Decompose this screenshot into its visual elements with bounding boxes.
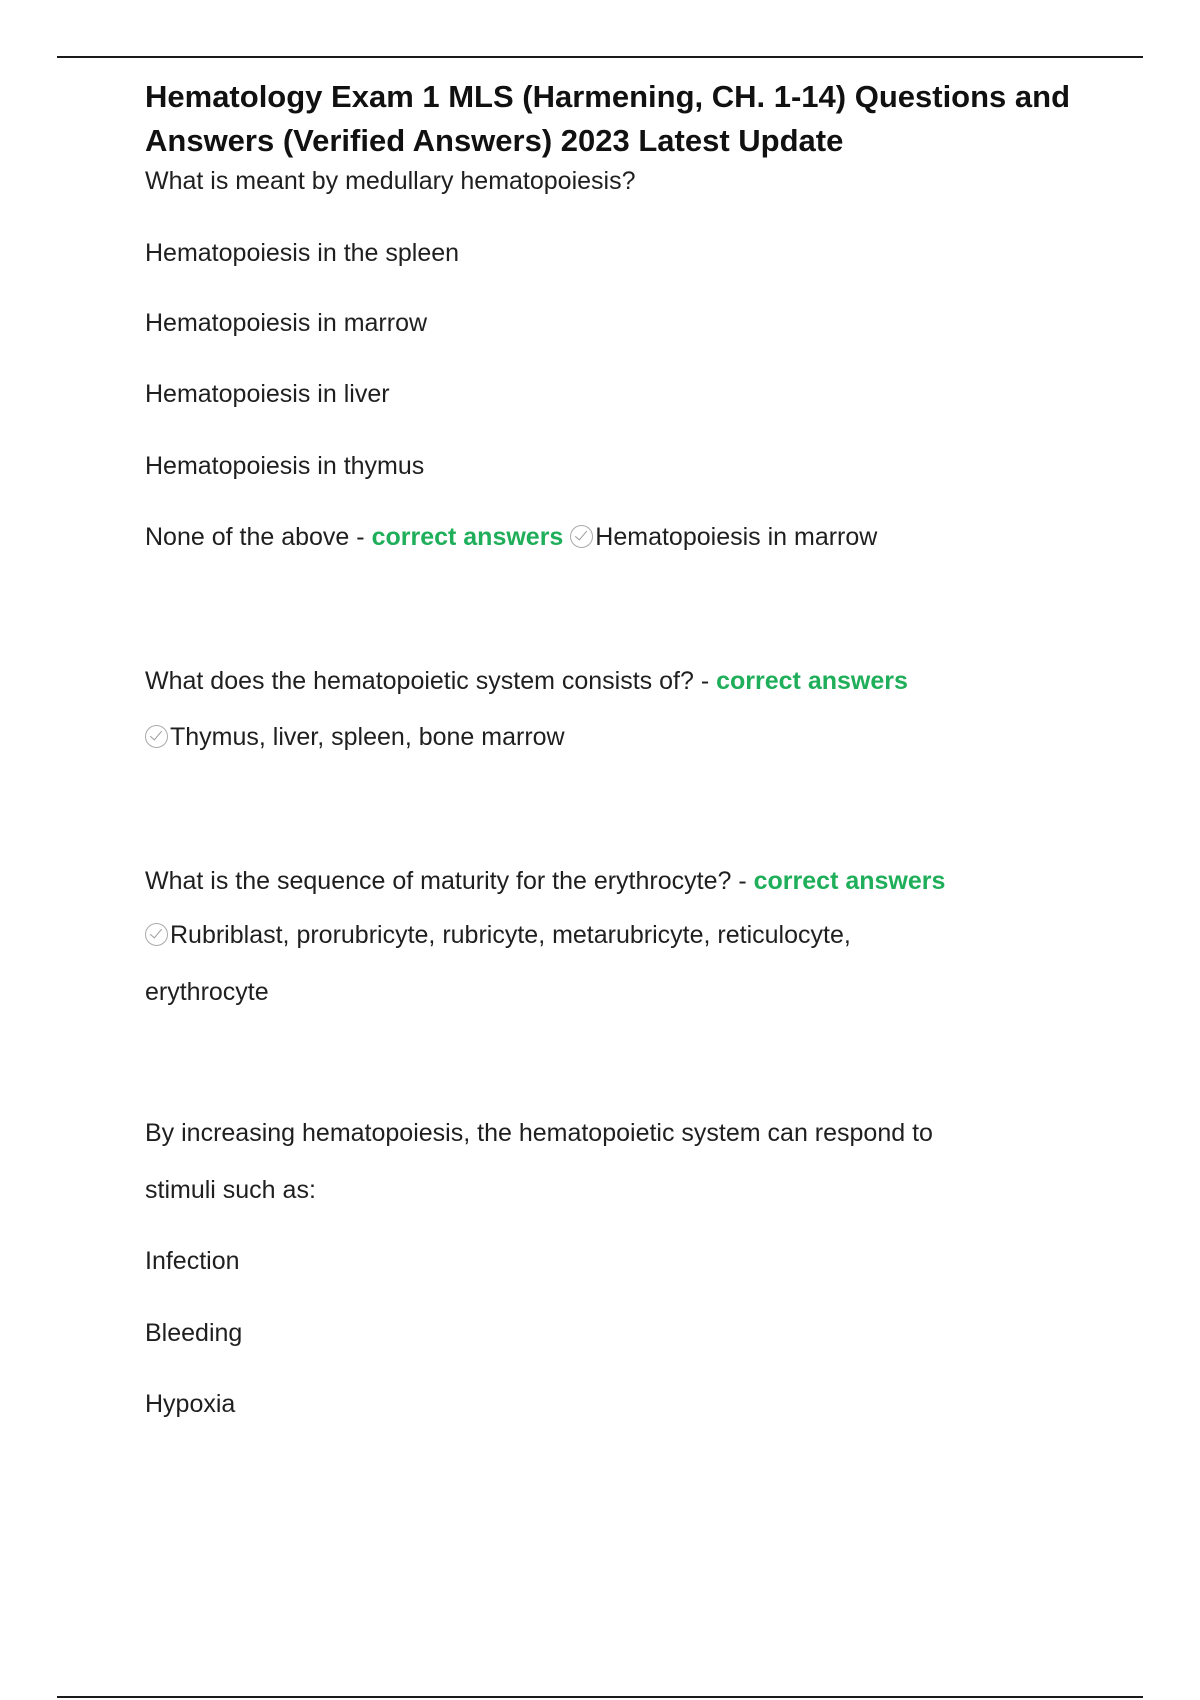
- q2-question-line: [145, 666, 908, 696]
- document-title-line2: Answers (Verified Answers) 2023 Latest Update: [145, 123, 844, 158]
- q1-option: Hematopoiesis in marrow: [145, 309, 428, 337]
- top-rule: [57, 56, 1143, 58]
- q2-answer: Thymus, liver, spleen, bone marrow: [170, 723, 565, 751]
- check-circle-icon: [570, 525, 593, 548]
- check-circle-icon: [145, 725, 168, 748]
- correct-answers-label: correct answers: [716, 667, 908, 695]
- q4-option: Infection: [145, 1247, 240, 1275]
- correct-answers-label: correct answers: [371, 523, 564, 551]
- q3-question-line: [145, 866, 945, 896]
- q4-option: Hypoxia: [145, 1390, 236, 1418]
- q1-last-option: None of the above: [145, 523, 357, 551]
- document-title-line1: Hematology Exam 1 MLS (Harmening, CH. 1-14) Questions and: [145, 79, 1071, 114]
- q1-option: Hematopoiesis in thymus: [145, 452, 425, 480]
- q1-option: Hematopoiesis in the spleen: [145, 239, 460, 267]
- q1-answer-line: [145, 522, 877, 552]
- answer-marker: -: [356, 523, 372, 551]
- q1-option: Hematopoiesis in liver: [145, 380, 390, 408]
- q2-answer-line: [145, 722, 565, 752]
- check-circle-icon: [145, 923, 168, 946]
- answer-marker: -: [700, 667, 717, 695]
- q3-answer-line: [145, 920, 851, 950]
- q4-question-line2: stimuli such as:: [145, 1176, 316, 1204]
- q1-answer: Hematopoiesis in marrow: [595, 523, 878, 551]
- q4-option: Bleeding: [145, 1319, 243, 1347]
- q3-question: What is the sequence of maturity for the erythrocyte?: [145, 867, 739, 895]
- answer-marker: -: [738, 867, 754, 895]
- q1-question: What is meant by medullary hematopoiesis?: [145, 167, 636, 195]
- correct-answers-label: correct answers: [753, 867, 946, 895]
- q3-answer-line2: erythrocyte: [145, 978, 269, 1006]
- q2-question: What does the hematopoietic system consists of?: [145, 667, 701, 695]
- q3-answer-line1: Rubriblast, prorubricyte, rubricyte, metarubricyte, reticulocyte,: [170, 921, 851, 949]
- q4-question-line1: By increasing hematopoiesis, the hematopoietic system can respond to: [145, 1119, 933, 1147]
- bottom-rule: [57, 1696, 1143, 1698]
